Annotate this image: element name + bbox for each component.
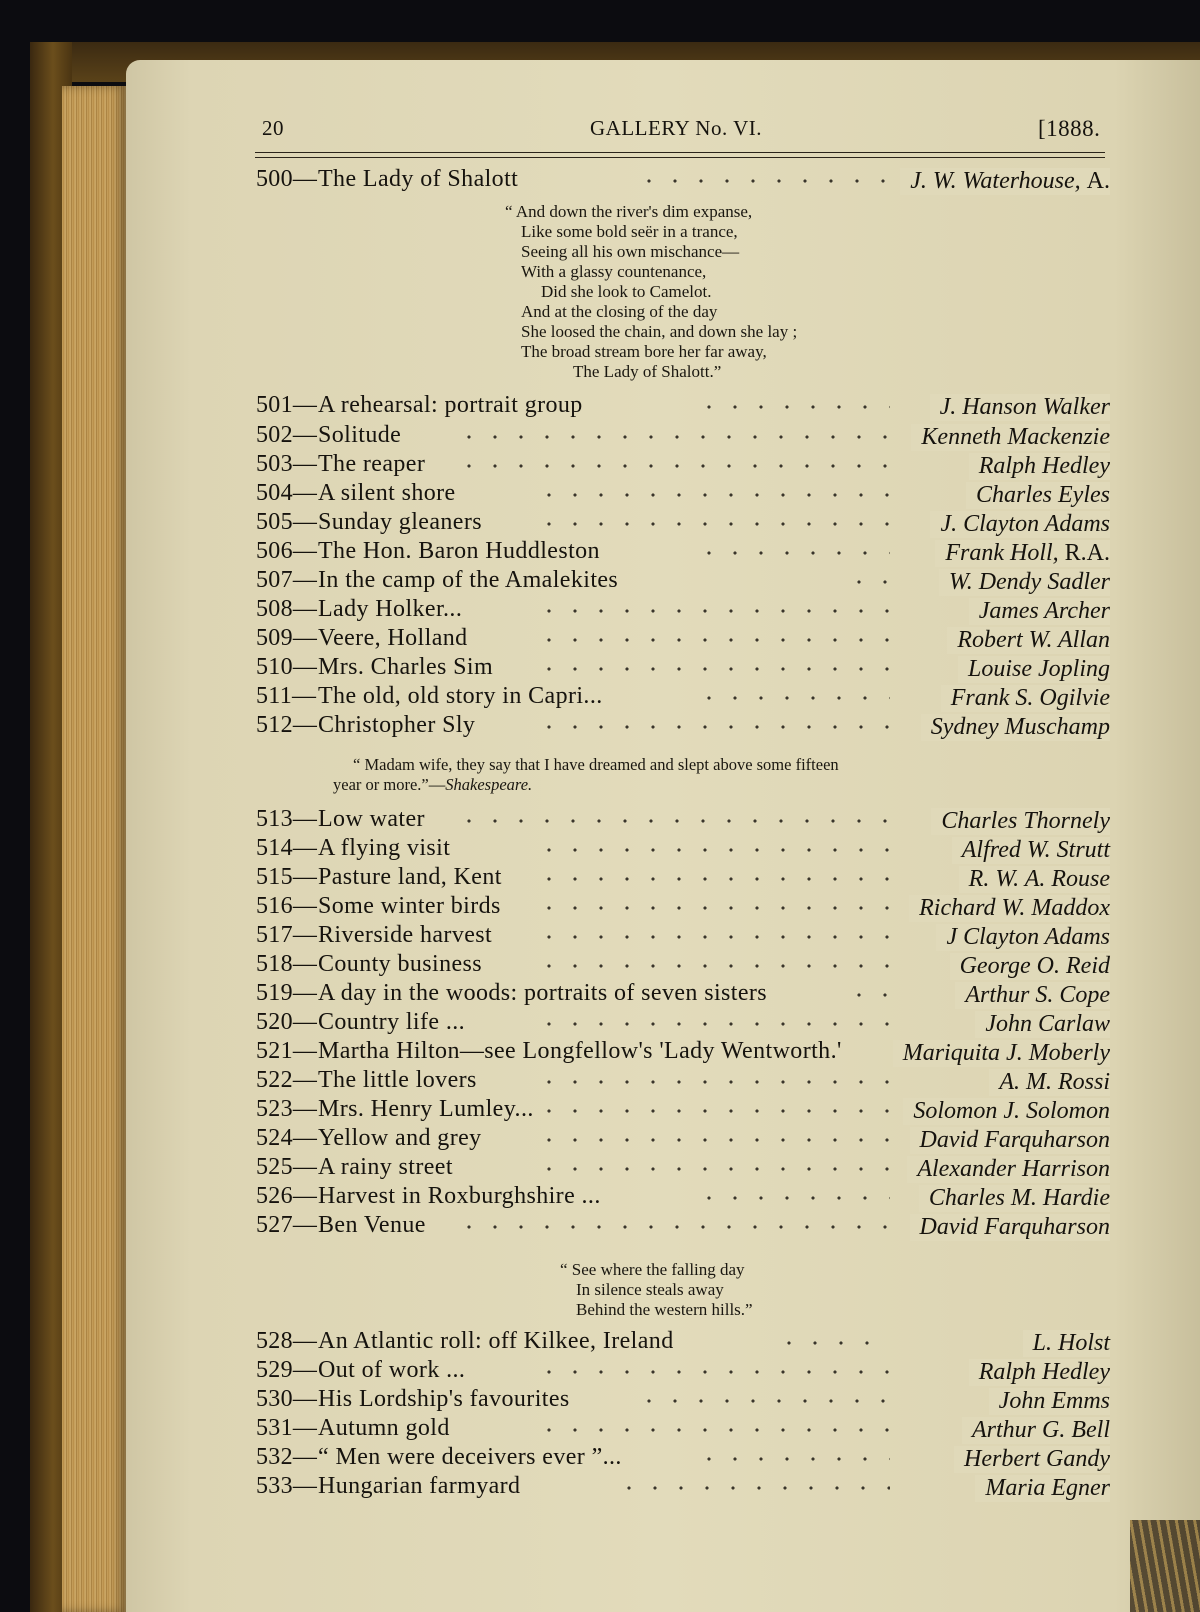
quote-line: year or more.”— bbox=[333, 775, 446, 794]
entry-artist: Sydney Muschamp bbox=[921, 714, 1110, 741]
entry-number: 533— bbox=[256, 1473, 318, 1499]
entry-title: Harvest in Roxburghshire ... bbox=[318, 1183, 601, 1209]
entry-number: 513— bbox=[256, 806, 318, 832]
entry-number: 510— bbox=[256, 654, 318, 680]
catalogue-entry bbox=[256, 1415, 1110, 1443]
entry-number: 512— bbox=[256, 712, 318, 738]
entry-number: 518— bbox=[256, 951, 318, 977]
entry-number: 504— bbox=[256, 480, 318, 506]
leader-dots bbox=[536, 1079, 890, 1085]
catalogue-entry bbox=[256, 1096, 1110, 1124]
verse-line: In silence steals away bbox=[576, 1280, 724, 1299]
shalott-verse bbox=[505, 202, 797, 382]
entry-title: Lady Holker... bbox=[318, 596, 463, 622]
entry-title: Some winter birds bbox=[318, 893, 501, 919]
catalogue-entry bbox=[256, 683, 1110, 711]
catalogue-entry bbox=[256, 1067, 1110, 1095]
entry-number: 525— bbox=[256, 1154, 318, 1180]
entry-number: 516— bbox=[256, 893, 318, 919]
entry-artist: Kenneth Mackenzie bbox=[911, 424, 1110, 451]
verse-line: And at the closing of the day bbox=[521, 302, 718, 321]
verse-line: The Lady of Shalott.” bbox=[573, 362, 722, 381]
leader-dots bbox=[536, 492, 890, 498]
entry-title: Yellow and grey bbox=[318, 1125, 482, 1151]
entry-artist: Richard W. Maddox bbox=[909, 895, 1110, 922]
quote-line: “ Madam wife, they say that I have dreamed and slept above some fifteen bbox=[353, 755, 839, 774]
verse-line: Like some bold seër in a trance, bbox=[521, 222, 738, 241]
entry-artist: L. Holst bbox=[1023, 1330, 1110, 1357]
entry-number: 503— bbox=[256, 451, 318, 477]
catalogue-entry bbox=[256, 392, 1110, 420]
entry-artist: Robert W. Allan bbox=[947, 627, 1110, 654]
catalogue-entry bbox=[256, 712, 1110, 740]
entry-number: 500— bbox=[256, 166, 318, 192]
entry-artist: Mariquita J. Moberly bbox=[893, 1040, 1110, 1067]
leader-dots bbox=[536, 1369, 890, 1375]
catalogue-entry bbox=[256, 480, 1110, 508]
entry-title: A flying visit bbox=[318, 835, 451, 861]
entry-title: A day in the woods: portraits of seven sisters bbox=[318, 980, 768, 1006]
entry-artist: Herbert Gandy bbox=[954, 1446, 1110, 1473]
verse-line: She loosed the chain, and down she lay ; bbox=[521, 322, 798, 341]
leader-dots bbox=[776, 1340, 890, 1346]
leader-dots bbox=[456, 818, 890, 824]
leader-dots bbox=[536, 876, 890, 882]
leader-dots bbox=[636, 1398, 890, 1404]
verse-line: With a glassy countenance, bbox=[521, 262, 707, 281]
entry-number: 507— bbox=[256, 567, 318, 593]
entry-title: Country life ... bbox=[318, 1009, 466, 1035]
entry-title: A rainy street bbox=[318, 1154, 453, 1180]
verse-line: Seeing all his own mischance— bbox=[521, 242, 740, 261]
entry-number: 508— bbox=[256, 596, 318, 622]
gallery-heading: GALLERY No. VI. bbox=[590, 116, 762, 140]
catalogue-entry bbox=[256, 1328, 1110, 1356]
entry-artist: Solomon J. Solomon bbox=[903, 1098, 1110, 1125]
entry-title: His Lordship's favourites bbox=[318, 1386, 570, 1412]
entry-artist: John Emms bbox=[989, 1388, 1110, 1415]
entry-title: Ben Venue bbox=[318, 1212, 426, 1238]
entry-title: Christopher Sly bbox=[318, 712, 476, 738]
entry-number: 522— bbox=[256, 1067, 318, 1093]
binding-corner bbox=[1130, 1520, 1200, 1612]
catalogue-entry bbox=[256, 567, 1110, 595]
entry-artist: Ralph Hedley bbox=[969, 1359, 1110, 1386]
entry-title: A rehearsal: portrait group bbox=[318, 392, 583, 418]
catalogue-entry bbox=[256, 1009, 1110, 1037]
entry-title: Veere, Holland bbox=[318, 625, 468, 651]
venue-verse bbox=[560, 1260, 753, 1320]
entry-artist: J Clayton Adams bbox=[936, 924, 1110, 951]
entry-number: 526— bbox=[256, 1183, 318, 1209]
entry-artist: A. M. Rossi bbox=[989, 1069, 1110, 1096]
entry-number: 528— bbox=[256, 1328, 318, 1354]
entry-title: Low water bbox=[318, 806, 425, 832]
entry-artist: J. Hanson Walker bbox=[930, 394, 1110, 421]
leader-dots bbox=[536, 608, 890, 614]
entry-title: Mrs. Henry Lumley... bbox=[318, 1096, 534, 1122]
entry-artist: J. Clayton Adams bbox=[930, 511, 1110, 538]
leader-dots bbox=[536, 1021, 890, 1027]
entry-title: Out of work ... bbox=[318, 1357, 466, 1383]
entry-title: The Hon. Baron Huddleston bbox=[318, 538, 600, 564]
leader-dots bbox=[696, 1195, 890, 1201]
leader-dots bbox=[456, 1224, 890, 1230]
catalogue-entry bbox=[256, 835, 1110, 863]
entry-number: 524— bbox=[256, 1125, 318, 1151]
leader-dots bbox=[536, 637, 890, 643]
entry-number: 527— bbox=[256, 1212, 318, 1238]
entry-title: The Lady of Shalott bbox=[318, 166, 519, 192]
catalogue-entry bbox=[256, 1125, 1110, 1153]
leader-dots bbox=[636, 178, 890, 184]
catalogue-entry bbox=[256, 1154, 1110, 1182]
quote-source: Shakespeare. bbox=[445, 775, 533, 794]
catalogue-entry bbox=[256, 864, 1110, 892]
header-rule-bottom bbox=[255, 157, 1105, 158]
entry-number: 509— bbox=[256, 625, 318, 651]
entry-artist: James Archer bbox=[969, 598, 1110, 625]
entry-artist: John Carlaw bbox=[975, 1011, 1110, 1038]
catalogue-entry bbox=[256, 806, 1110, 834]
entry-artist: W. Dendy Sadler bbox=[939, 569, 1110, 596]
entry-artist: Arthur G. Bell bbox=[962, 1417, 1110, 1444]
entry-number: 501— bbox=[256, 392, 318, 418]
entry-number: 532— bbox=[256, 1444, 318, 1470]
leader-dots bbox=[536, 847, 890, 853]
catalogue-entry bbox=[256, 893, 1110, 921]
leader-dots bbox=[536, 1108, 890, 1114]
catalogue-entry bbox=[256, 166, 1110, 194]
entry-number: 502— bbox=[256, 422, 318, 448]
catalogue-entry bbox=[256, 980, 1110, 1008]
entry-title: “ Men were deceivers ever ”... bbox=[318, 1444, 622, 1470]
leader-dots bbox=[536, 905, 890, 911]
header-rule-top bbox=[255, 152, 1105, 153]
entry-number: 515— bbox=[256, 864, 318, 890]
entry-title: Mrs. Charles Sim bbox=[318, 654, 494, 680]
page-block-edges bbox=[62, 86, 128, 1612]
verse-line: “ See where the falling day bbox=[560, 1260, 745, 1279]
entry-title: Solitude bbox=[318, 422, 402, 448]
leader-dots bbox=[536, 1137, 890, 1143]
entry-artist: R. W. A. Rouse bbox=[959, 866, 1110, 893]
catalogue-entry bbox=[256, 654, 1110, 682]
leader-dots bbox=[696, 550, 890, 556]
leader-dots bbox=[616, 1485, 890, 1491]
leader-dots bbox=[846, 579, 890, 585]
entry-title: The reaper bbox=[318, 451, 426, 477]
artist-distinction: R.A. bbox=[1064, 540, 1110, 566]
entry-artist: Arthur S. Cope bbox=[955, 982, 1110, 1009]
leader-dots bbox=[536, 666, 890, 672]
catalogue-entry bbox=[256, 625, 1110, 653]
verse-line: The broad stream bore her far away, bbox=[521, 342, 767, 361]
catalogue-entry bbox=[256, 509, 1110, 537]
entry-number: 531— bbox=[256, 1415, 318, 1441]
entry-title: Autumn gold bbox=[318, 1415, 450, 1441]
entry-artist: Louise Jopling bbox=[958, 656, 1110, 683]
leader-dots bbox=[536, 934, 890, 940]
entry-artist: Alfred W. Strutt bbox=[952, 837, 1110, 864]
entry-artist: Alexander Harrison bbox=[907, 1156, 1110, 1183]
catalogue-entry bbox=[256, 1357, 1110, 1385]
entry-title: An Atlantic roll: off Kilkee, Ireland bbox=[318, 1328, 674, 1354]
entry-artist: Charles Thornely bbox=[931, 808, 1110, 835]
leader-dots bbox=[846, 992, 890, 998]
catalogue-entry bbox=[256, 1038, 1110, 1066]
leader-dots bbox=[536, 521, 890, 527]
verse-line: Behind the western hills.” bbox=[576, 1300, 753, 1319]
catalogue-entry bbox=[256, 1183, 1110, 1211]
entry-artist: Ralph Hedley bbox=[969, 453, 1110, 480]
catalogue-year: [1888. bbox=[1038, 116, 1101, 141]
catalogue-entry bbox=[256, 1386, 1110, 1414]
leader-dots bbox=[696, 1456, 890, 1462]
entry-title: The old, old story in Capri... bbox=[318, 683, 603, 709]
leader-dots bbox=[536, 724, 890, 730]
entry-number: 506— bbox=[256, 538, 318, 564]
page-number: 20 bbox=[262, 116, 284, 140]
catalogue-entry bbox=[256, 1473, 1110, 1501]
catalogue-entry bbox=[256, 1444, 1110, 1472]
catalogue-entry bbox=[256, 422, 1110, 450]
entry-artist: J. W. Waterhouse, A. bbox=[900, 168, 1110, 195]
entry-artist: David Farquharson bbox=[910, 1214, 1110, 1241]
entry-artist: Maria Egner bbox=[975, 1475, 1110, 1502]
leader-dots bbox=[456, 463, 890, 469]
leader-dots bbox=[456, 434, 890, 440]
entry-number: 519— bbox=[256, 980, 318, 1006]
entry-title: Pasture land, Kent bbox=[318, 864, 502, 890]
leader-dots bbox=[696, 695, 890, 701]
entry-artist: David Farquharson bbox=[910, 1127, 1110, 1154]
entry-title: Martha Hilton—see Longfellow's 'Lady Wentworth.' bbox=[318, 1038, 842, 1064]
entry-title: In the camp of the Amalekites bbox=[318, 567, 619, 593]
entry-number: 521— bbox=[256, 1038, 318, 1064]
catalogue-entry bbox=[256, 538, 1110, 566]
leader-dots bbox=[536, 963, 890, 969]
verse-line: “ And down the river's dim expanse, bbox=[505, 202, 753, 221]
entry-artist: Charles M. Hardie bbox=[919, 1185, 1110, 1212]
entry-number: 505— bbox=[256, 509, 318, 535]
entry-artist: Frank S. Ogilvie bbox=[941, 685, 1110, 712]
entry-number: 511— bbox=[256, 683, 317, 709]
catalogue-entry bbox=[256, 951, 1110, 979]
entry-number: 520— bbox=[256, 1009, 318, 1035]
entry-title: Riverside harvest bbox=[318, 922, 493, 948]
entry-title: A silent shore bbox=[318, 480, 456, 506]
entry-title: County business bbox=[318, 951, 483, 977]
leader-dots bbox=[536, 1427, 890, 1433]
entry-number: 514— bbox=[256, 835, 318, 861]
entry-artist: George O. Reid bbox=[950, 953, 1110, 980]
catalogue-entry bbox=[256, 1212, 1110, 1240]
entry-number: 529— bbox=[256, 1357, 318, 1383]
verse-line: Did she look to Camelot. bbox=[541, 282, 712, 301]
artist-distinction: A. bbox=[1086, 168, 1110, 194]
catalogue-entry bbox=[256, 596, 1110, 624]
entry-title: The little lovers bbox=[318, 1067, 477, 1093]
entry-title: Hungarian farmyard bbox=[318, 1473, 521, 1499]
entry-number: 530— bbox=[256, 1386, 318, 1412]
catalogue-entry bbox=[256, 922, 1110, 950]
catalogue-entry bbox=[256, 451, 1110, 479]
entry-number: 523— bbox=[256, 1096, 318, 1122]
entry-artist: Charles Eyles bbox=[966, 482, 1110, 509]
entry-title: Sunday gleaners bbox=[318, 509, 482, 535]
entry-artist: Frank Holl, R.A. bbox=[935, 540, 1110, 567]
leader-dots bbox=[536, 1166, 890, 1172]
sly-quote bbox=[333, 755, 839, 795]
entry-number: 517— bbox=[256, 922, 318, 948]
leader-dots bbox=[696, 404, 890, 410]
